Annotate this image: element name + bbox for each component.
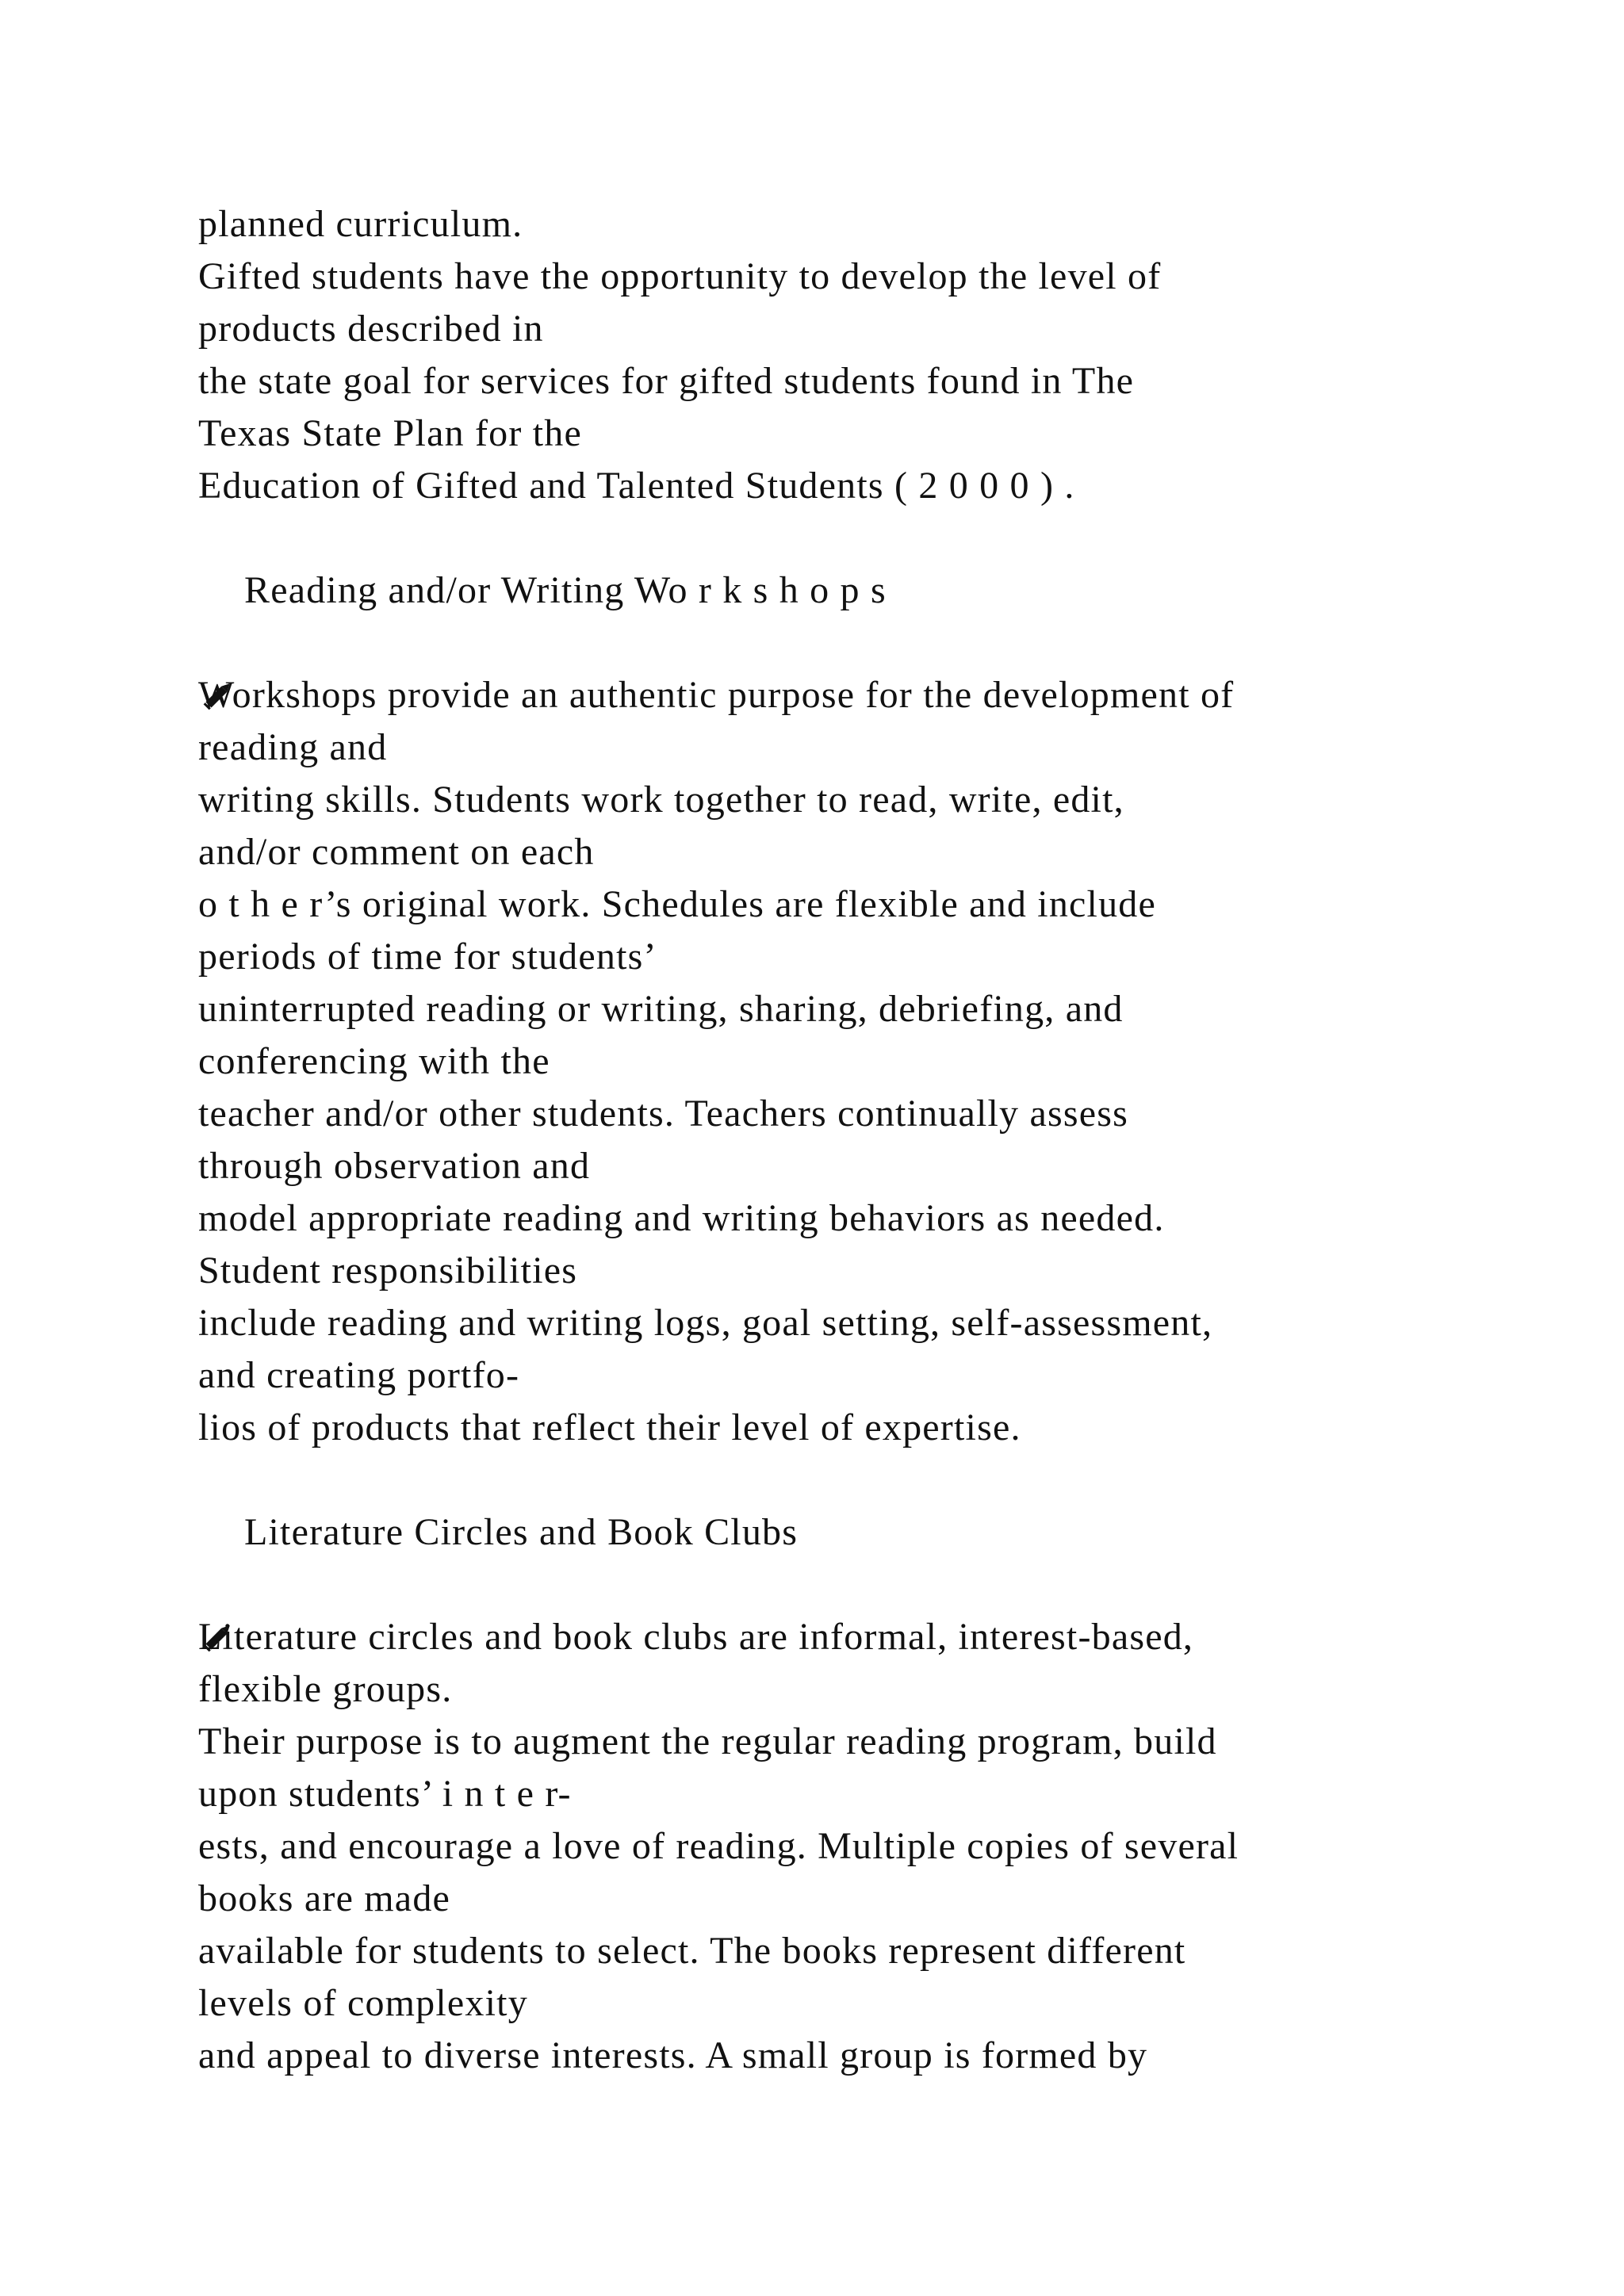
- text-line: Education of Gifted and Talented Students ( 2 0 0 0 ) .: [198, 465, 1075, 507]
- text-line: Texas State Plan for the: [198, 412, 582, 454]
- workshops-paragraph: [198, 669, 1507, 1454]
- text-line: o t h e r’s original work. Schedules are flexible and include: [198, 883, 1156, 925]
- text-line: products described in: [198, 308, 544, 350]
- text-line: planned curriculum.: [198, 203, 523, 245]
- text-line: Student responsibilities: [198, 1249, 578, 1292]
- text-line: model appropriate reading and writing behaviors as needed.: [198, 1197, 1165, 1239]
- text-line: Literature circles and book clubs are informal, interest-based,: [198, 1616, 1194, 1658]
- text-line: upon students’ i n t e r-: [198, 1773, 572, 1815]
- spacer: [198, 512, 1507, 564]
- text-line: ests, and encourage a love of reading. Multiple copies of several: [198, 1825, 1239, 1867]
- text-line: Gifted students have the opportunity to develop the level of: [198, 255, 1162, 297]
- section-heading-workshops: [198, 564, 1507, 617]
- document-page: [198, 198, 1507, 2082]
- literature-circles-paragraph: [198, 1611, 1507, 2082]
- text-line: teacher and/or other students. Teachers continually assess: [198, 1093, 1128, 1135]
- spacer: [198, 617, 1507, 669]
- text-line: periods of time for students’: [198, 936, 657, 978]
- text-line: Workshops provide an authentic purpose for the development of: [198, 674, 1235, 716]
- text-line: and creating portfo-: [198, 1354, 520, 1396]
- text-line: and appeal to diverse interests. A small group is formed by: [198, 2034, 1148, 2076]
- section-heading-literature-circles: [198, 1506, 1507, 1559]
- text-line: available for students to select. The books represent different: [198, 1930, 1186, 1972]
- text-line: conferencing with the: [198, 1040, 550, 1082]
- pencil-icon: [198, 1513, 238, 1552]
- text-line: flexible groups.: [198, 1668, 453, 1710]
- text-line: Their purpose is to augment the regular reading program, build: [198, 1720, 1217, 1762]
- intro-paragraph: [198, 198, 1507, 512]
- section-heading-text: Reading and/or Writing Wo r k s h o p s: [244, 569, 887, 611]
- text-line: include reading and writing logs, goal setting, self-assessment,: [198, 1302, 1213, 1344]
- pencil-icon: [198, 571, 238, 610]
- text-line: and/or comment on each: [198, 831, 595, 873]
- text-line: writing skills. Students work together to read, write, edit,: [198, 779, 1124, 821]
- spacer: [198, 1559, 1507, 1611]
- spacer: [198, 1454, 1507, 1506]
- text-line: uninterrupted reading or writing, sharing, debriefing, and: [198, 988, 1124, 1030]
- section-heading-text: Literature Circles and Book Clubs: [244, 1511, 799, 1553]
- text-line: through observation and: [198, 1145, 591, 1187]
- text-line: the state goal for services for gifted students found in The: [198, 360, 1135, 402]
- text-line: lios of products that reflect their level of expertise.: [198, 1406, 1021, 1448]
- text-line: reading and: [198, 726, 388, 768]
- text-line: books are made: [198, 1877, 451, 1919]
- text-line: levels of complexity: [198, 1982, 528, 2024]
